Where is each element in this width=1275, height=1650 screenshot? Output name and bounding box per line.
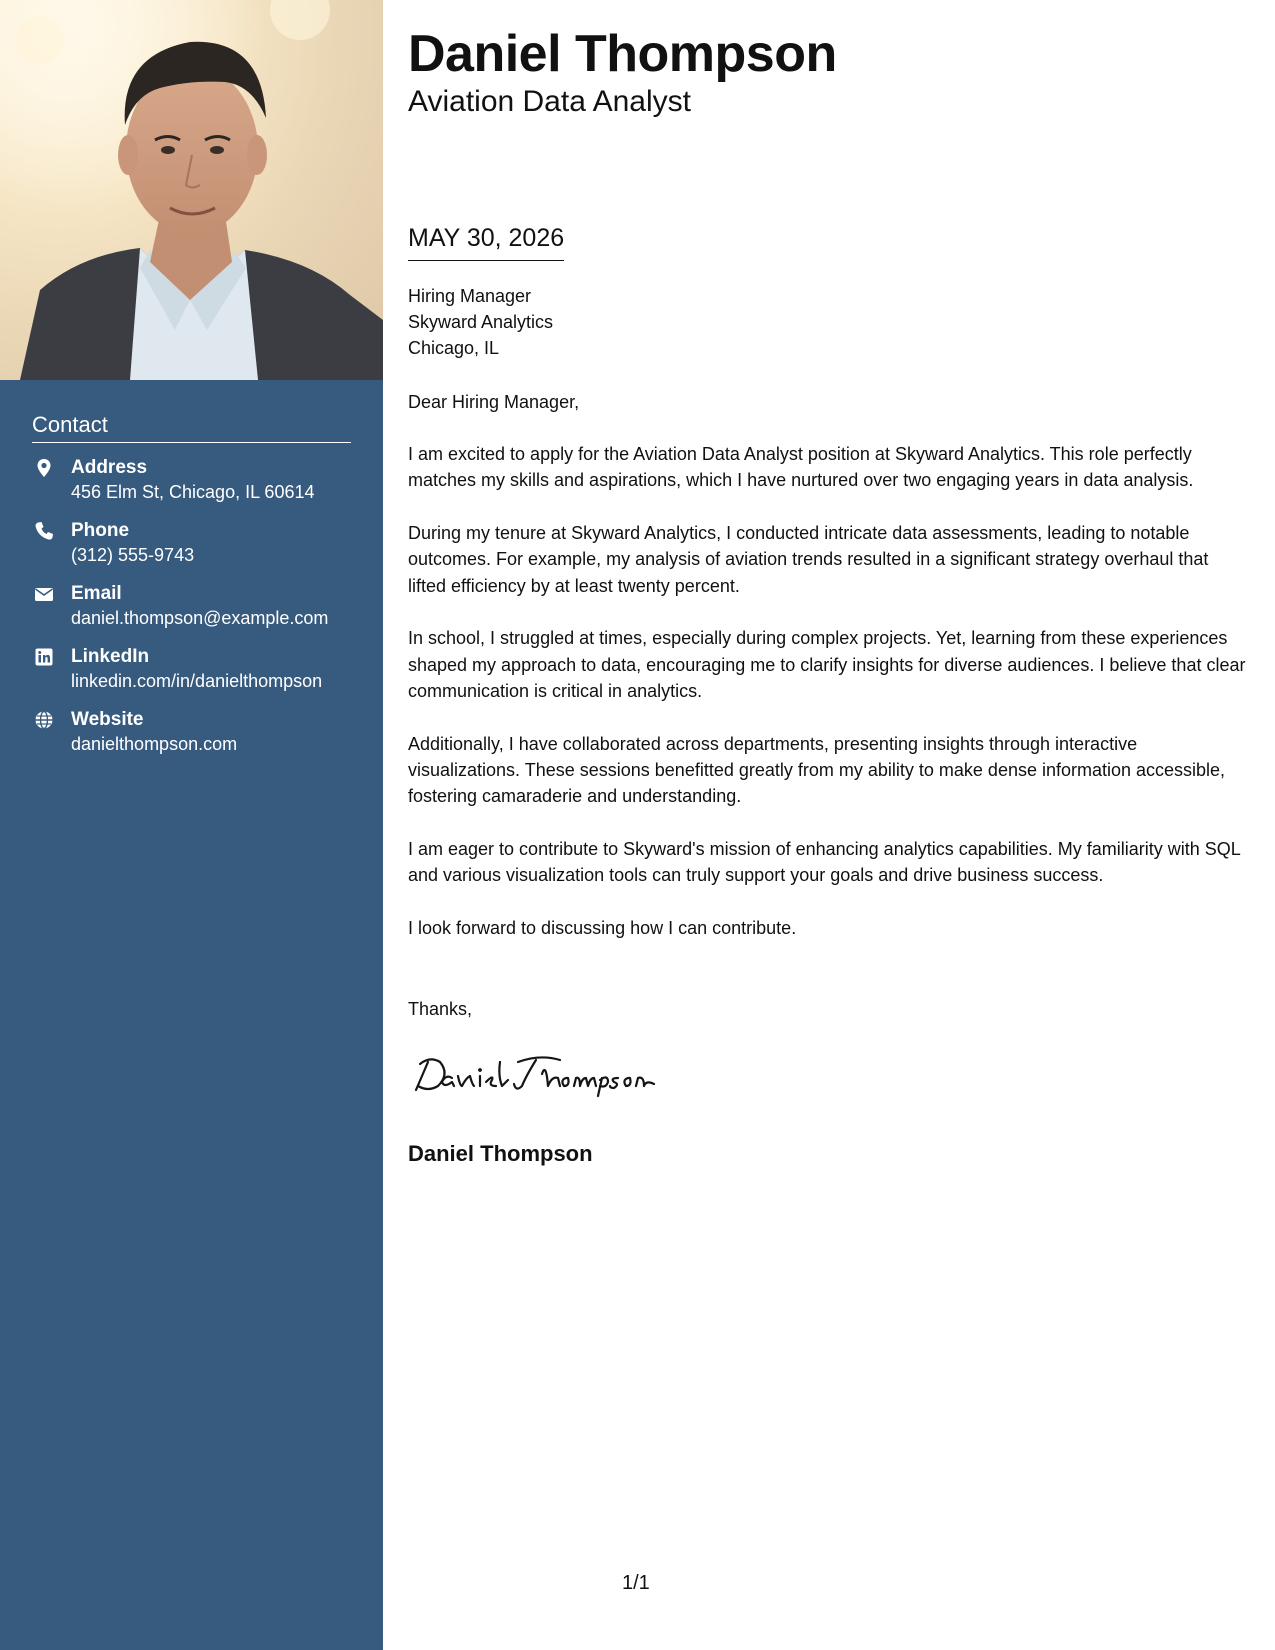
recipient-block <box>408 283 553 361</box>
website-value[interactable]: danielthompson.com <box>71 734 238 754</box>
recipient-line: Skyward Analytics <box>408 312 554 332</box>
email-label: Email <box>71 583 122 604</box>
linkedin-value[interactable]: linkedin.com/in/danielthompson <box>71 671 323 691</box>
envelope-icon <box>34 584 54 604</box>
linkedin-label: LinkedIn <box>71 646 150 667</box>
contact-item-email <box>32 579 351 642</box>
page-number: 1/1 <box>622 1572 650 1594</box>
phone-icon <box>34 521 54 541</box>
contact-item-website <box>32 705 351 768</box>
paragraph: During my tenure at Skyward Analytics, I conducted intricate data assessments, leading to notable outcomes. For example, my analysis of aviation trends resulted in a significant strategy overhaul that lifted efficiency by at least twenty percent. <box>408 522 1209 596</box>
phone-value[interactable]: (312) 555-9743 <box>71 545 195 565</box>
closing: Thanks, <box>408 999 473 1019</box>
profile-photo <box>0 0 383 380</box>
signer-name: Daniel Thompson <box>408 1141 593 1166</box>
paragraph: Additionally, I have collaborated across departments, presenting insights through interactive visualizations. These sessions benefitted greatly from my ability to make dense information accessible, fostering camaraderie and understanding. <box>408 733 1226 807</box>
contact-item-address <box>32 453 351 516</box>
letter-paragraphs <box>408 441 1248 968</box>
website-label: Website <box>71 709 144 730</box>
email-value[interactable]: daniel.thompson@example.com <box>71 608 329 628</box>
contact-heading: Contact <box>32 412 351 443</box>
job-title: Aviation Data Analyst <box>408 85 691 118</box>
salutation: Dear Hiring Manager, <box>408 392 580 412</box>
paragraph: I am eager to contribute to Skyward's mission of enhancing analytics capabilities. My familiarity with SQL and various visualization tools can truly support your goals and drive business success. <box>408 838 1241 886</box>
contact-item-phone <box>32 516 351 579</box>
recipient-line: Chicago, IL <box>408 338 500 358</box>
globe-icon <box>34 710 54 730</box>
contact-section <box>32 412 351 768</box>
address-label: Address <box>71 457 148 478</box>
paragraph: In school, I struggled at times, especially during complex projects. Yet, learning from these experiences shaped my approach to data, encouraging me to clarify insights for diverse audiences. I believe that clear communication is critical in analytics. <box>408 628 1246 701</box>
phone-label: Phone <box>71 520 130 541</box>
paragraph: I look forward to discussing how I can contribute. <box>408 917 797 938</box>
sidebar <box>0 0 383 1650</box>
contact-item-linkedin <box>32 642 351 705</box>
map-pin-icon <box>34 458 54 478</box>
letter-date: MAY 30, 2026 <box>408 222 564 261</box>
linkedin-icon <box>34 647 54 667</box>
paragraph: I am excited to apply for the Aviation Data Analyst position at Skyward Analytics. This role perfectly matches my skills and aspirations, which I have nurtured over two engaging years in data analysis. <box>408 444 1194 491</box>
applicant-name: Daniel Thompson <box>408 25 837 83</box>
handwritten-signature <box>410 1052 670 1100</box>
recipient-line: Hiring Manager <box>408 286 532 306</box>
address-value: 456 Elm St, Chicago, IL 60614 <box>71 482 315 502</box>
